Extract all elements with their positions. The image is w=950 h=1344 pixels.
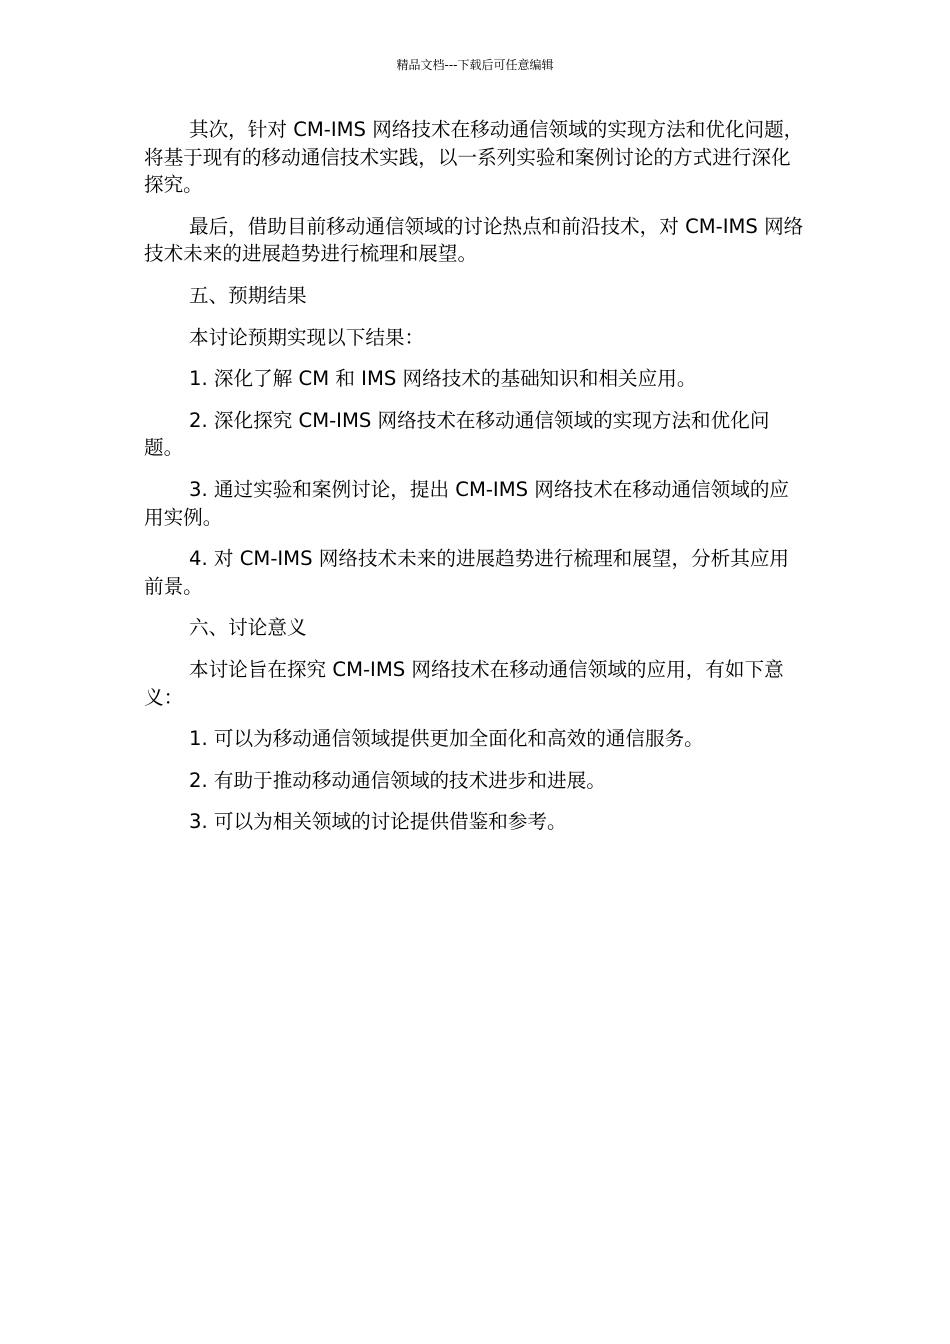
paragraph-future-trends: 最后，借助目前移动通信领域的讨论热点和前沿技术，对 CM-IMS 网络技术未来的进展趋势进行梳理和展望。 xyxy=(144,214,804,266)
document-body xyxy=(144,116,806,850)
page-header: 精品文档---下载后可任意编辑 xyxy=(396,58,554,72)
paragraph-results-intro: 本讨论预期实现以下结果： xyxy=(189,325,425,349)
section-heading-expected-results: 五、预期结果 xyxy=(189,283,307,307)
result-item-4: 4. 对 CM-IMS 网络技术未来的进展趋势进行梳理和展望，分析其应用前景。 xyxy=(144,547,790,598)
result-item-1: 1. 深化了解 CM 和 IMS 网络技术的基础知识和相关应用。 xyxy=(189,367,697,391)
paragraph-method-optimization: 其次，针对 CM-IMS 网络技术在移动通信领域的实现方法和优化问题，将基于现有的移动通信技术实践，以一系列实验和案例讨论的方式进行深化探究。 xyxy=(144,118,804,197)
significance-item-3: 3. 可以为相关领域的讨论提供借鉴和参考。 xyxy=(189,810,567,834)
section-heading-significance: 六、讨论意义 xyxy=(189,616,307,640)
paragraph-significance-intro: 本讨论旨在探究 CM-IMS 网络技术在移动通信领域的应用，有如下意义： xyxy=(144,657,784,709)
significance-item-2: 2. 有助于推动移动通信领域的技术进步和进展。 xyxy=(189,768,606,792)
result-item-2: 2. 深化探究 CM-IMS 网络技术在移动通信领域的实现方法和优化问题。 xyxy=(144,408,770,460)
significance-item-1: 1. 可以为移动通信领域提供更加全面化和高效的通信服务。 xyxy=(189,727,704,751)
result-item-3: 3. 通过实验和案例讨论，提出 CM-IMS 网络技术在移动通信领域的应用实例。 xyxy=(144,477,790,529)
